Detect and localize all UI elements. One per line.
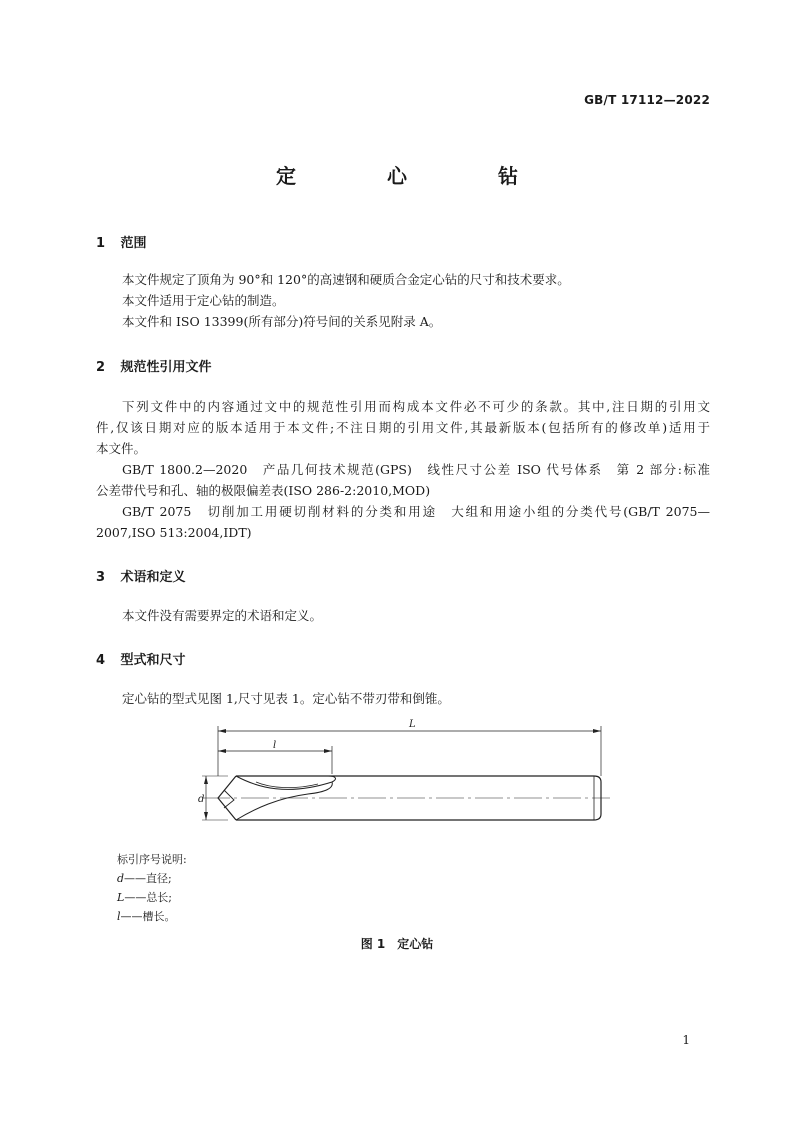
legend-symbol: d bbox=[117, 872, 125, 885]
reference-line: GB/T 2075 切削加工用硬切削材料的分类和用途 大组和用途小组的分类代号(GB/T 2075— bbox=[122, 504, 710, 519]
page-title: 定 心 钻 bbox=[276, 164, 560, 188]
section-title: 术语和定义 bbox=[120, 570, 186, 585]
section-title: 规范性引用文件 bbox=[120, 360, 212, 375]
section-number: 1 bbox=[96, 236, 106, 251]
center-drill-drawing bbox=[198, 718, 614, 830]
section-title: 型式和尺寸 bbox=[120, 653, 186, 668]
paragraph: 本文件和 ISO 13399(所有部分)符号间的关系见附录 A。 bbox=[122, 314, 442, 329]
standard-number: GB/T 17112—2022 bbox=[584, 93, 710, 107]
reference-line: GB/T 1800.2—2020 产品几何技术规范(GPS) 线性尺寸公差 ISO 代号体系 第 2 部分:标准 bbox=[122, 462, 710, 477]
paragraph: 本文件规定了顶角为 90°和 120°的高速钢和硬质合金定心钻的尺寸和技术要求。 bbox=[122, 272, 570, 287]
reference-line: 2007,ISO 513:2004,IDT) bbox=[96, 525, 252, 540]
legend-title: 标引序号说明: bbox=[117, 853, 187, 866]
section-number: 3 bbox=[96, 570, 106, 585]
legend-text: ——直径; bbox=[124, 872, 172, 885]
legend-item-d bbox=[117, 869, 172, 888]
figure-caption: 图 1 定心钻 bbox=[360, 937, 434, 951]
section-1-heading bbox=[96, 232, 147, 251]
page-number: 1 bbox=[682, 1033, 690, 1047]
paragraph-line: 下列文件中的内容通过文中的规范性引用而构成本文件必不可少的条款。其中,注日期的引用文 bbox=[122, 399, 710, 414]
section-title: 范围 bbox=[120, 236, 147, 251]
legend-text: ——槽长。 bbox=[120, 910, 176, 923]
section-number: 4 bbox=[96, 653, 106, 668]
dim-label-L: L bbox=[409, 719, 416, 730]
paragraph-line: 本文件。 bbox=[96, 441, 147, 456]
legend-symbol: L bbox=[117, 891, 125, 904]
section-3-heading bbox=[96, 566, 186, 585]
dim-label-d: d bbox=[198, 794, 205, 805]
paragraph: 定心钻的型式见图 1,尺寸见表 1。定心钻不带刃带和倒锥。 bbox=[122, 691, 450, 706]
legend-item-L bbox=[117, 888, 172, 907]
section-4-heading bbox=[96, 649, 186, 668]
reference-line: 公差带代号和孔、轴的极限偏差表(ISO 286-2:2010,MOD) bbox=[96, 483, 431, 498]
paragraph: 本文件适用于定心钻的制造。 bbox=[122, 293, 285, 308]
paragraph: 本文件没有需要界定的术语和定义。 bbox=[122, 608, 323, 623]
paragraph-line: 件,仅该日期对应的版本适用于本文件;不注日期的引用文件,其最新版本(包括所有的修改单)适用于 bbox=[96, 420, 710, 435]
section-2-heading bbox=[96, 356, 212, 375]
legend-symbol: l bbox=[117, 910, 121, 923]
legend-item-l bbox=[117, 907, 176, 926]
dim-label-l: l bbox=[273, 740, 277, 751]
legend-text: ——总长; bbox=[124, 891, 173, 904]
section-number: 2 bbox=[96, 360, 106, 375]
